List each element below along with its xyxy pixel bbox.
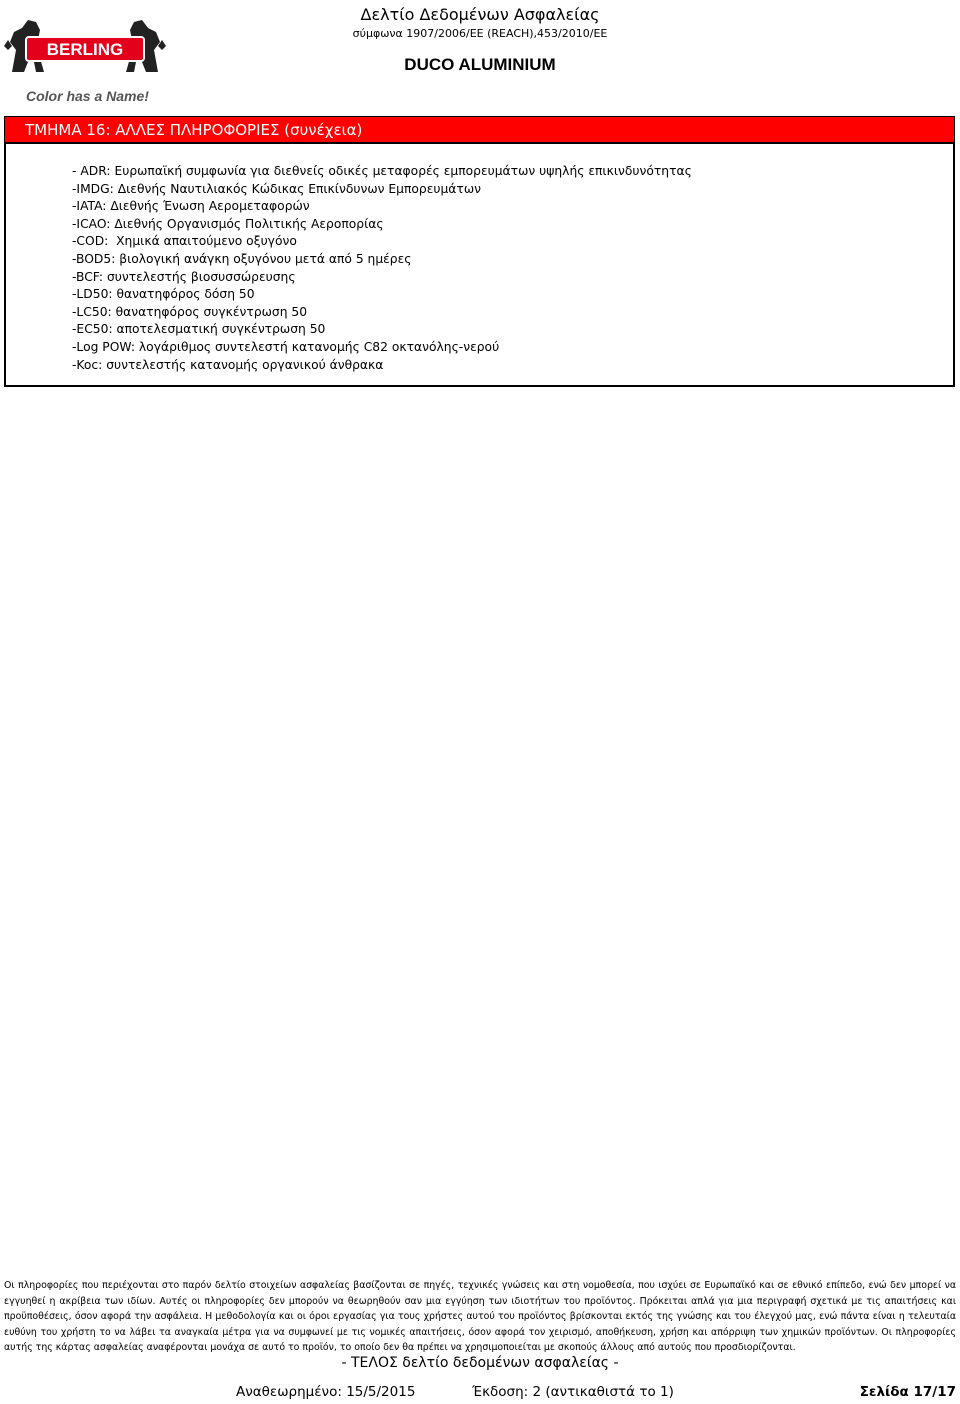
logo-text: BERLING (46, 40, 124, 59)
logo-tagline: Color has a Name! (26, 88, 149, 104)
page-number: Σελίδα 17/17 (859, 1384, 956, 1400)
revision-date: Αναθεωρημένο: 15/5/2015 (236, 1384, 416, 1400)
document-title: Δελτίο Δεδομένων Ασφαλείας (360, 5, 600, 24)
abbreviation-item: - ADR: Ευρωπαϊκή συμφωνία για διεθνείς οδικές μεταφορές εμπορευμάτων υψηλής επικινδυνότητας (72, 164, 692, 178)
abbreviation-item: -LC50: θανατηφόρος συγκέντρωση 50 (72, 304, 308, 319)
abbreviation-item: -IATA: Διεθνής Ένωση Αερομεταφορών (72, 199, 310, 214)
abbreviation-item: -LD50: θανατηφόρος δόση 50 (72, 287, 255, 302)
section-content (4, 143, 955, 387)
abbreviation-item: -Log POW: λογάριθμος συντελεστή κατανομής C82 οκτανόλης-νερού (72, 339, 500, 354)
abbreviation-item: -BOD5: βιολογική ανάγκη οξυγόνου μετά από 5 ημέρες (72, 251, 412, 266)
abbreviation-item: -COD: Χημικά απαιτούμενο οξυγόνο (72, 234, 297, 249)
legal-disclaimer: Οι πληροφορίες που περιέχονται στο παρόν δελτίο στοιχείων ασφαλείας βασίζονται σε πηγές, τεχνικές γνώσεις και στη νομοθεσία, που ισχύει σε Ευρωπαϊκό και σε εθνικό επίπεδο, ενώ δεν μπορεί να εγγυηθεί η ακρίβεια των ιδίων. Αυτές οι πληροφορίες δεν μπορούν να θεωρηθούν σαν μια εγγύηση των ιδιοτήτων του προϊόντος. Πρόκειται απλά για μια περιγραφή σχετικά με τις απαιτήσεις και προϋποθέσεις, όσον αφορά την ασφάλεια. Η μεθοδολογία και οι όροι εργασίας για τους χρήστες αυτού του προϊόντος βρίσκονται εκτός της γνώσης και του έλεγχού μας, ενώ πάντα είναι η τελευταία ευθύνη του χρήστη το να λάβει τα αναγκαία μέτρα για να συμφωνεί με τις νομικές απαιτήσεις, όσον αφορά τον χειρισμό, αποθήκευση, χρήση και απόρριψη των χημικών προϊόντων. Οι πληροφορίες αυτής της κάρτας ασφαλείας αναφέρονται μονάχα σε αυτό το προϊόν, το οποίο δεν θα πρέπει να χρησιμοποιείται με σκοπούς άλλους από αυτούς που προσδιορίζονται. (4, 1280, 956, 1353)
abbreviation-item: -Koc: συντελεστής κατανομής οργανικού άνθρακα (72, 357, 384, 372)
product-name: DUCO ALUMINIUM (404, 55, 556, 74)
regulation-reference: σύμφωνα 1907/2006/ΕΕ (REACH),453/2010/ΕΕ (352, 27, 608, 40)
edition-info: Έκδοση: 2 (αντικαθιστά το 1) (472, 1384, 674, 1400)
abbreviation-list (72, 163, 692, 374)
abbreviation-item: -BCF: συντελεστής βιοσυσσώρευσης (72, 269, 296, 284)
abbreviation-item: -ICAO: Διεθνής Οργανισμός Πολιτικής Αεροπορίας (72, 216, 384, 231)
section-header-bar (4, 116, 955, 143)
berling-logo-graphic (4, 6, 166, 106)
berling-logo (4, 6, 166, 106)
abbreviation-item: -EC50: αποτελεσματική συγκέντρωση 50 (72, 322, 326, 337)
section-title: ΤΜΗΜΑ 16: ΑΛΛΕΣ ΠΛΗΡΟΦΟΡΙΕΣ (συνέχεια) (25, 121, 363, 139)
abbreviation-item: -IMDG: Διεθνής Ναυτιλιακός Κώδικας Επικίνδυνων Εμπορευμάτων (72, 181, 481, 196)
end-of-document: - ΤΕΛΟΣ δελτίο δεδομένων ασφαλείας - (341, 1355, 619, 1371)
